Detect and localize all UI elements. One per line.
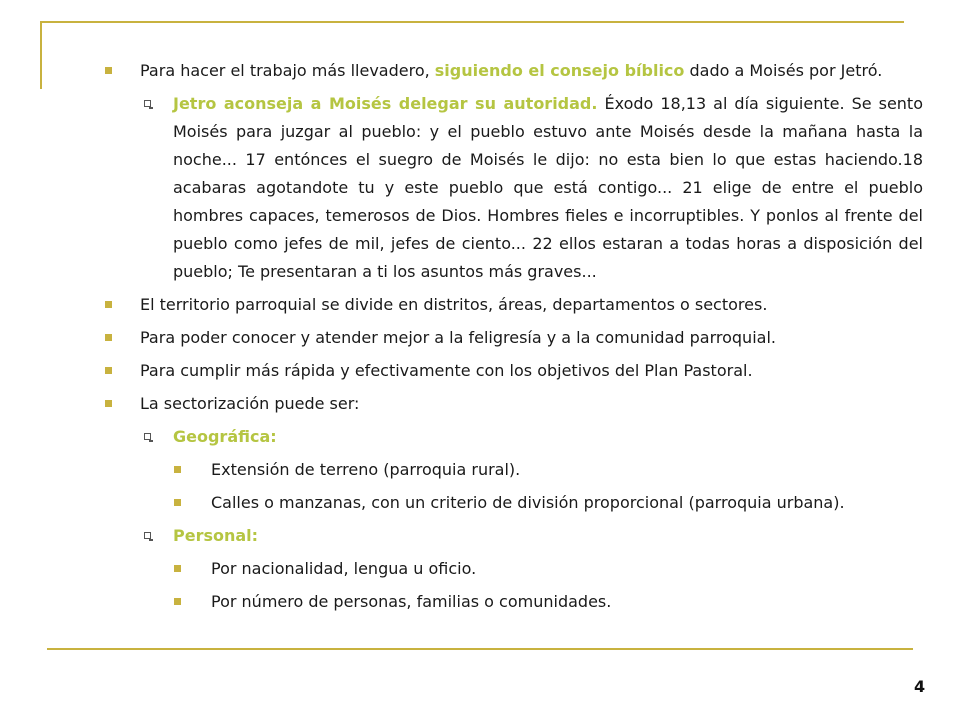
square-bullet-icon [105,301,112,308]
sub-sub-bullet-item [100,489,923,517]
sub-sub-bullet-item [100,555,923,583]
bullet-item [100,390,923,418]
sub-bullet-item [100,423,923,451]
bullet-item [100,324,923,352]
item-text: Para hacer el trabajo más llevadero, [140,61,435,80]
slide-content [100,57,923,621]
hollow-square-bullet-icon [144,433,151,440]
sub-bullet-item [100,90,923,286]
square-bullet-icon [174,466,181,473]
item-text: Extensión de terreno (parroquia rural). [211,460,521,479]
sub-sub-bullet-item [100,588,923,616]
hollow-square-bullet-icon [144,532,151,539]
square-bullet-icon [174,598,181,605]
square-bullet-icon [174,565,181,572]
item-text: Calles o manzanas, con un criterio de división proporcional (parroquia urbana). [211,493,845,512]
highlight-text: Jetro aconseja a Moisés delegar su autoridad. [173,94,598,113]
item-text: El territorio parroquial se divide en distritos, áreas, departamentos o sectores. [140,295,768,314]
item-text: Para poder conocer y atender mejor a la feligresía y a la comunidad parroquial. [140,328,776,347]
highlight-text: siguiendo el consejo bíblico [434,61,685,80]
item-text: La sectorización puede ser: [140,394,360,413]
sub-sub-bullet-item [100,456,923,484]
bottom-rule [47,648,913,650]
hollow-square-bullet-icon [144,100,151,107]
bullet-item [100,57,923,85]
bullet-item [100,357,923,385]
highlight-text: Geográfica: [173,427,277,446]
square-bullet-icon [105,367,112,374]
sub-bullet-item [100,522,923,550]
square-bullet-icon [105,67,112,74]
highlight-text: Personal: [173,526,259,545]
bullet-item [100,291,923,319]
square-bullet-icon [105,400,112,407]
item-text: Por nacionalidad, lengua u oficio. [211,559,477,578]
item-text: Éxodo 18,13 al día siguiente. Se sento Moisés para juzgar al pueblo: y el pueblo estuvo ante Moisés desde la mañana hasta la noche... 17 entónces el suegro de Moisés le dijo: no esta bien lo que estas haciendo.18 acabaras agotandote tu y este pueblo que está contigo... 21 elige de entre el pueblo hombres capaces, temerosos de Dios. Hombres fieles e incorruptibles. Y ponlos al frente del pueblo como jefes de mil, jefes de ciento... 22 ellos estaran a todas horas a disposición del pueblo; Te presentaran a ti los asuntos más graves... [173,94,923,281]
square-bullet-icon [174,499,181,506]
page-number: 4 [914,677,926,696]
square-bullet-icon [105,334,112,341]
item-text: dado a Moisés por Jetró. [684,61,883,80]
left-rule [40,21,42,89]
item-text: Para cumplir más rápida y efectivamente con los objetivos del Plan Pastoral. [140,361,753,380]
item-text: Por número de personas, familias o comunidades. [211,592,612,611]
top-rule [40,21,904,23]
